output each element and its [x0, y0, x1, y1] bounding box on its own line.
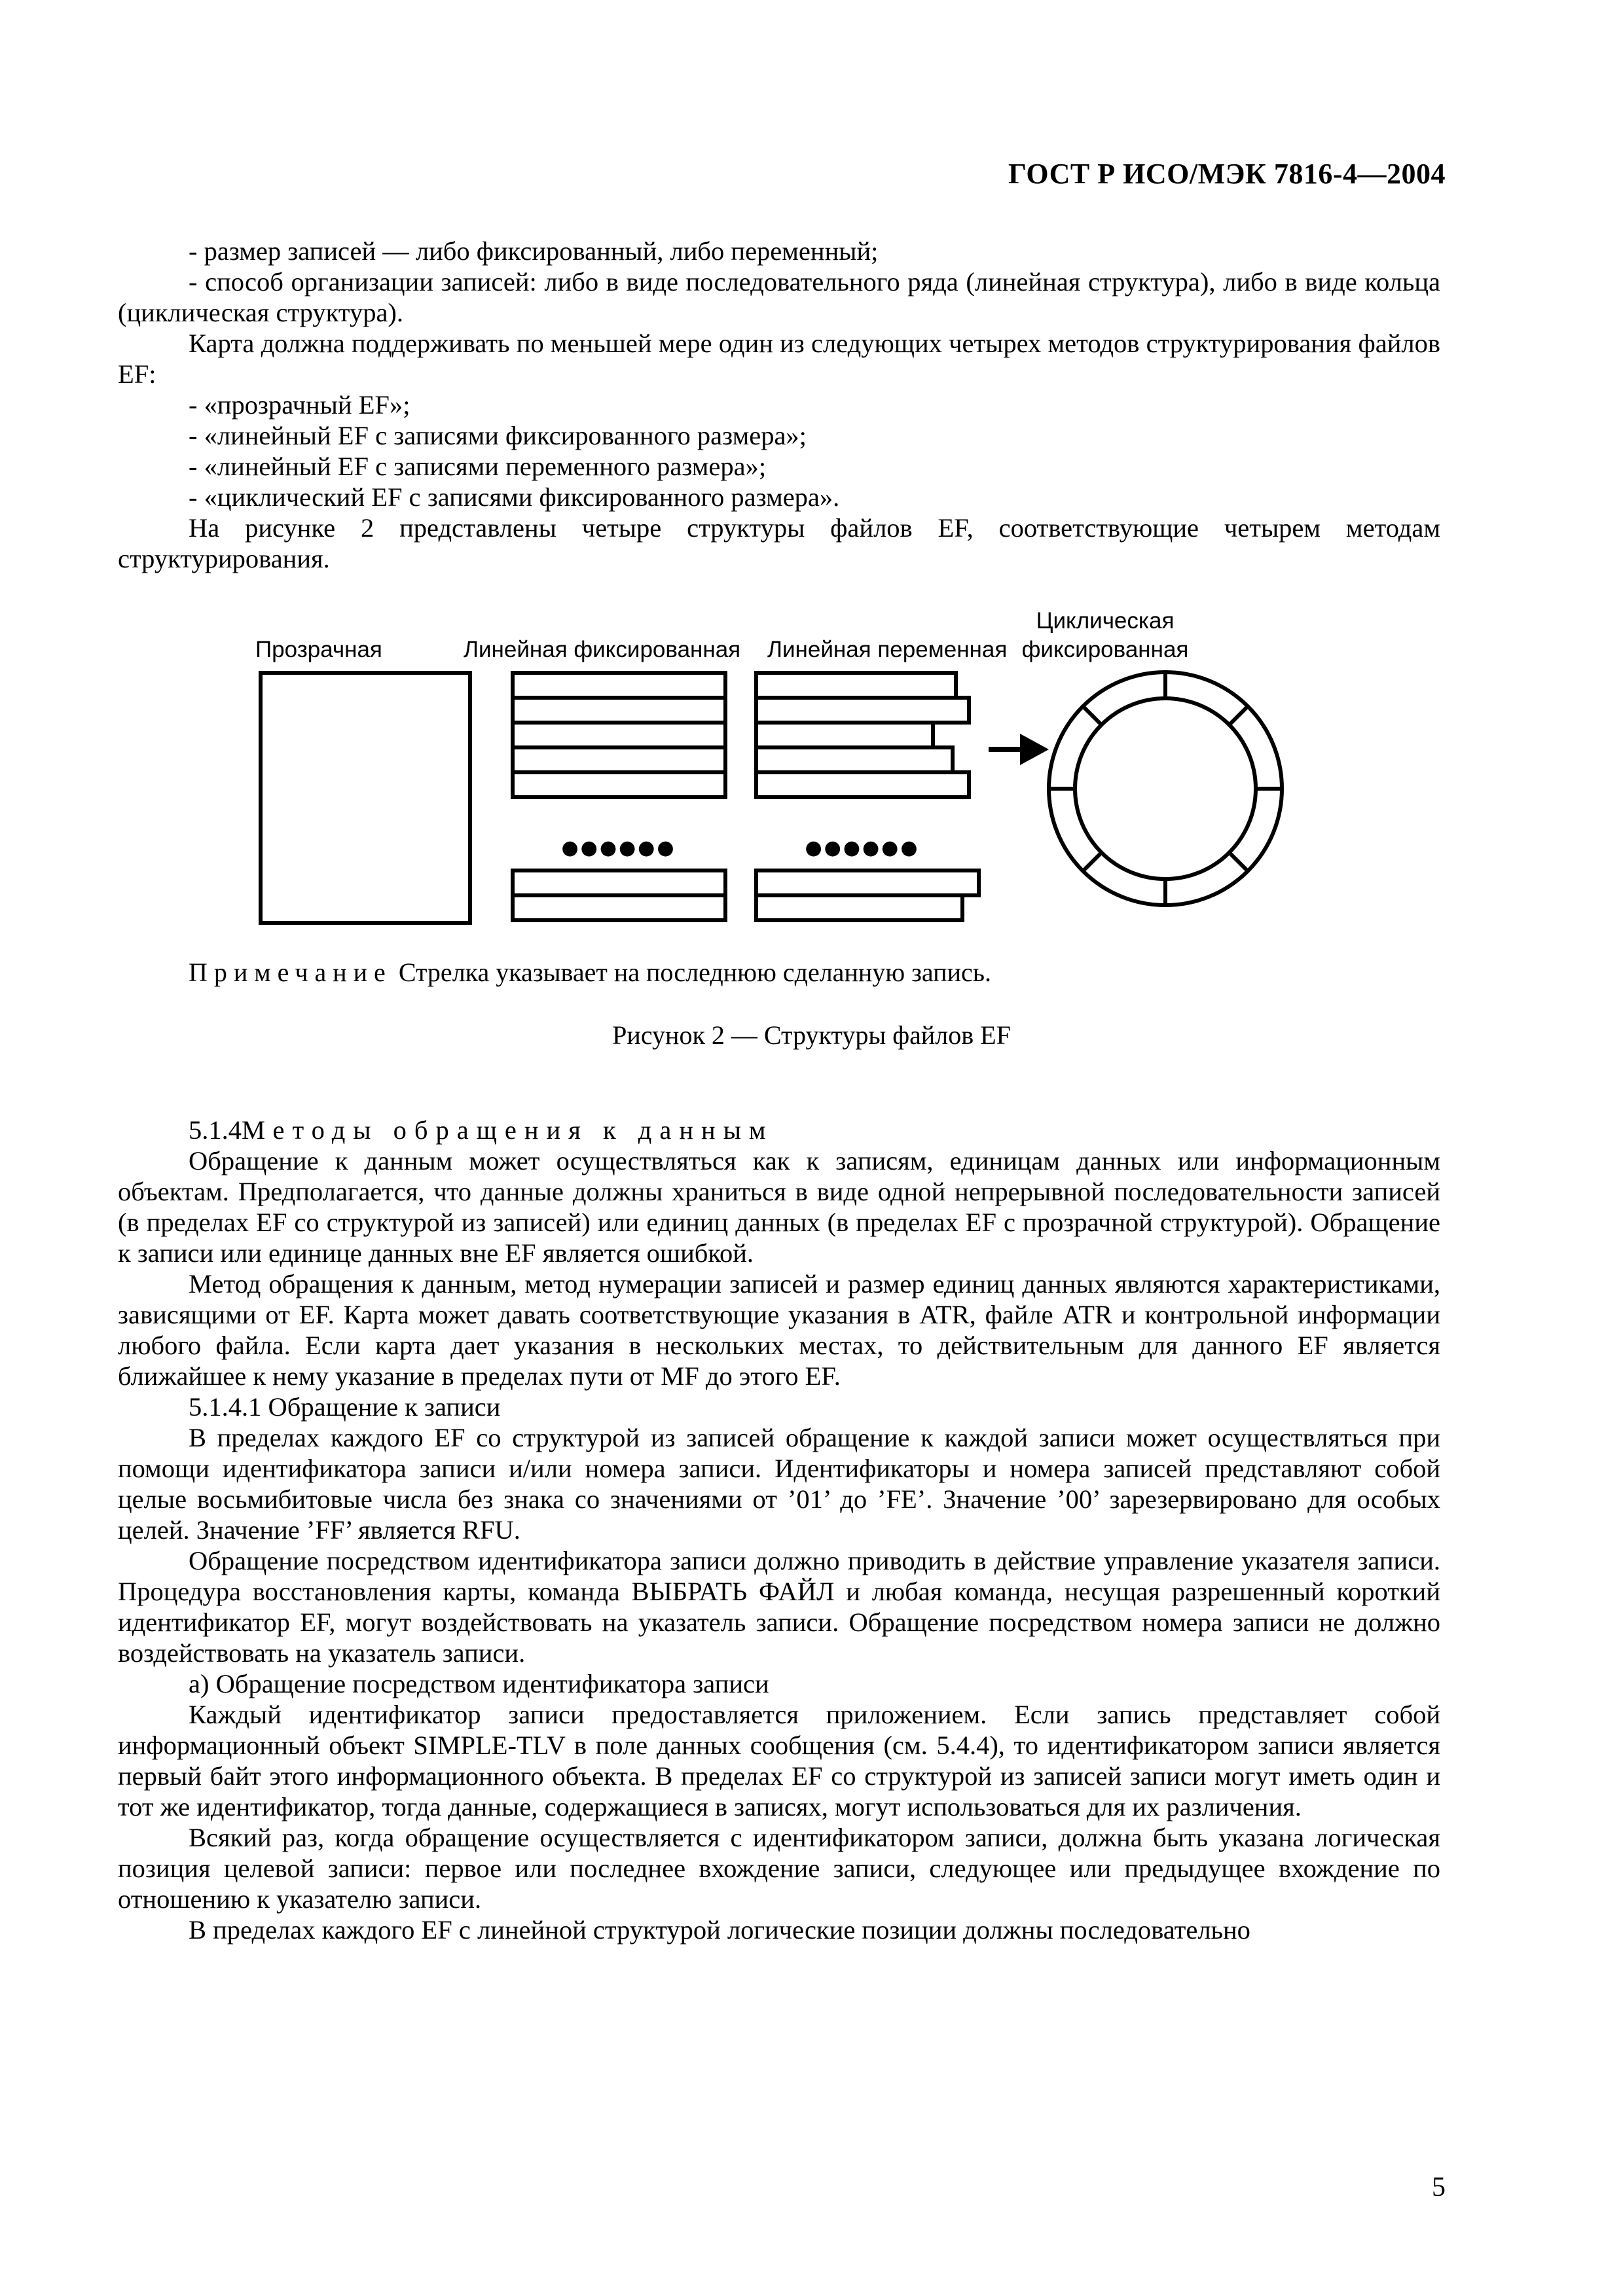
record-box — [756, 747, 953, 772]
list-item: - «циклический EF с записями фиксированного размера». — [189, 482, 840, 512]
list-item: - «линейный EF с записями переменного размера»; — [189, 452, 767, 481]
list-item: - «прозрачный EF»; — [189, 390, 410, 420]
record-box — [756, 870, 979, 895]
label-linear-variable: Линейная переменная — [767, 637, 1008, 662]
record-box — [513, 772, 725, 797]
paragraph: Метод обращения к данным, метод нумерации записей и размер единиц данных являются характеристиками, зависящими от EF. Карта может давать соответствующие указания в ATR, файле ATR и контрольной информации любого файла. Если карта дает указания в нескольких местах, то действительным для данного EF является ближайшее к нему указание в пределах пути от MF до этого EF. — [118, 1269, 1440, 1391]
ellipsis-dots: ●●●●●● — [805, 836, 920, 859]
paragraph: Каждый идентификатор записи предоставляется приложением. Если запись представляет собой информационный объект SIMPLE-TLV в поле данных сообщения (см. 5.4.4), то идентификатором записи является первый байт этого информационного объекта. В пределах EF со структурой из записей записи могут иметь один и тот же идентификатор, тогда данные, содержащиеся в записях, могут использоваться для их различения. — [118, 1700, 1440, 1821]
record-box — [756, 895, 962, 920]
record-box — [513, 747, 725, 772]
paragraph: В пределах каждого EF со структурой из записей обращение к каждой записи может осуществляться при помощи идентификатора записи и/или номера записи. Идентификаторы и номера записей представляют собой целые восьмибитовые числа без знака со значениями от ’01’ до ’FE’. Значение ’00’ зарезервировано для особых целей. Значение ’FF’ является RFU. — [118, 1423, 1440, 1545]
paragraph: Всякий раз, когда обращение осуществляется с идентификатором записи, должна быть указана логическая позиция целевой записи: первое или последнее вхождение записи, следующее или предыдущее вхождение по отношению к указателю записи. — [118, 1823, 1440, 1914]
label-linear-fixed: Линейная фиксированная — [464, 637, 741, 662]
paragraph: а) Обращение посредством идентификатора записи — [189, 1669, 769, 1698]
transparent-ef-block — [261, 673, 470, 923]
section-heading — [118, 1115, 1440, 1145]
label-cyclic-line1: Циклическая — [1036, 608, 1175, 634]
paragraph: В пределах каждого EF с линейной структурой логические позиции должны последовательно — [189, 1915, 1250, 1945]
record-box — [756, 698, 969, 723]
record-box — [513, 698, 725, 723]
record-box — [513, 895, 725, 920]
paragraph: Обращение к данным может осуществляться как к записям, единицам данных или информационным объектам. Предполагается, что данные должны храниться в виде одной непрерывной последовательности записей (в пределах EF со структурой из записей) или единиц данных (в пределах EF с прозрачной структурой). Обращение к записи или единице данных вне EF является ошибкой. — [118, 1146, 1440, 1268]
section-number: 5.1.4 — [189, 1115, 242, 1145]
record-box — [756, 723, 933, 747]
record-box — [513, 870, 725, 895]
paragraph: - размер записей — либо фиксированный, либо переменный; — [189, 236, 879, 266]
paragraph: Карта должна поддерживать по меньшей мере один из следующих четырех методов структурирования файлов EF: — [118, 329, 1440, 389]
record-box — [513, 673, 725, 698]
note-prefix: Примечание — [189, 958, 392, 987]
paragraph: Обращение посредством идентификатора записи должно приводить в действие управление указателя записи. Процедура восстановления карты, команда ВЫБРАТЬ ФАЙЛ и любая команда, несущая разрешенный короткий идентификатор EF, могут воздействовать на указатель записи. Обращение посредством номера записи не должно воздействовать на указатель записи. — [118, 1546, 1440, 1668]
subsection-heading: 5.1.4.1 Обращение к записи — [189, 1392, 501, 1422]
figure-caption: Рисунок 2 — Структуры файлов EF — [612, 1020, 1011, 1050]
section-5-1-4 — [118, 1115, 1440, 1945]
record-box — [513, 723, 725, 747]
linear-fixed-records — [513, 673, 725, 920]
section-title: Методы обращения к данным — [242, 1115, 774, 1145]
intro-text — [118, 236, 1440, 574]
linear-variable-records — [756, 673, 979, 920]
record-box — [756, 772, 969, 797]
record-box — [756, 673, 956, 698]
list-item: - «линейный EF с записями фиксированного размера»; — [189, 421, 807, 450]
standard-header: ГОСТ Р ИСО/МЭК 7816-4—2004 — [1008, 158, 1446, 190]
cyclic-ring — [1049, 672, 1282, 905]
paragraph: На рисунке 2 представлены четыре структуры файлов EF, соответствующие четырем методам структурирования. — [118, 513, 1440, 573]
ef-structures-figure — [249, 599, 1309, 965]
figure-note — [189, 957, 991, 988]
label-cyclic-line2: фиксированная — [1021, 637, 1189, 662]
note-text: Стрелка указывает на последнюю сделанную запись. — [398, 958, 991, 987]
page-number: 5 — [1432, 2172, 1446, 2202]
label-transparent: Прозрачная — [255, 637, 382, 662]
paragraph: - способ организации записей: либо в виде последовательного ряда (линейная структура), либо в виде кольца (циклическая структура). — [118, 267, 1440, 327]
arrow-head — [1020, 734, 1049, 765]
ellipsis-dots: ●●●●●● — [561, 836, 676, 859]
